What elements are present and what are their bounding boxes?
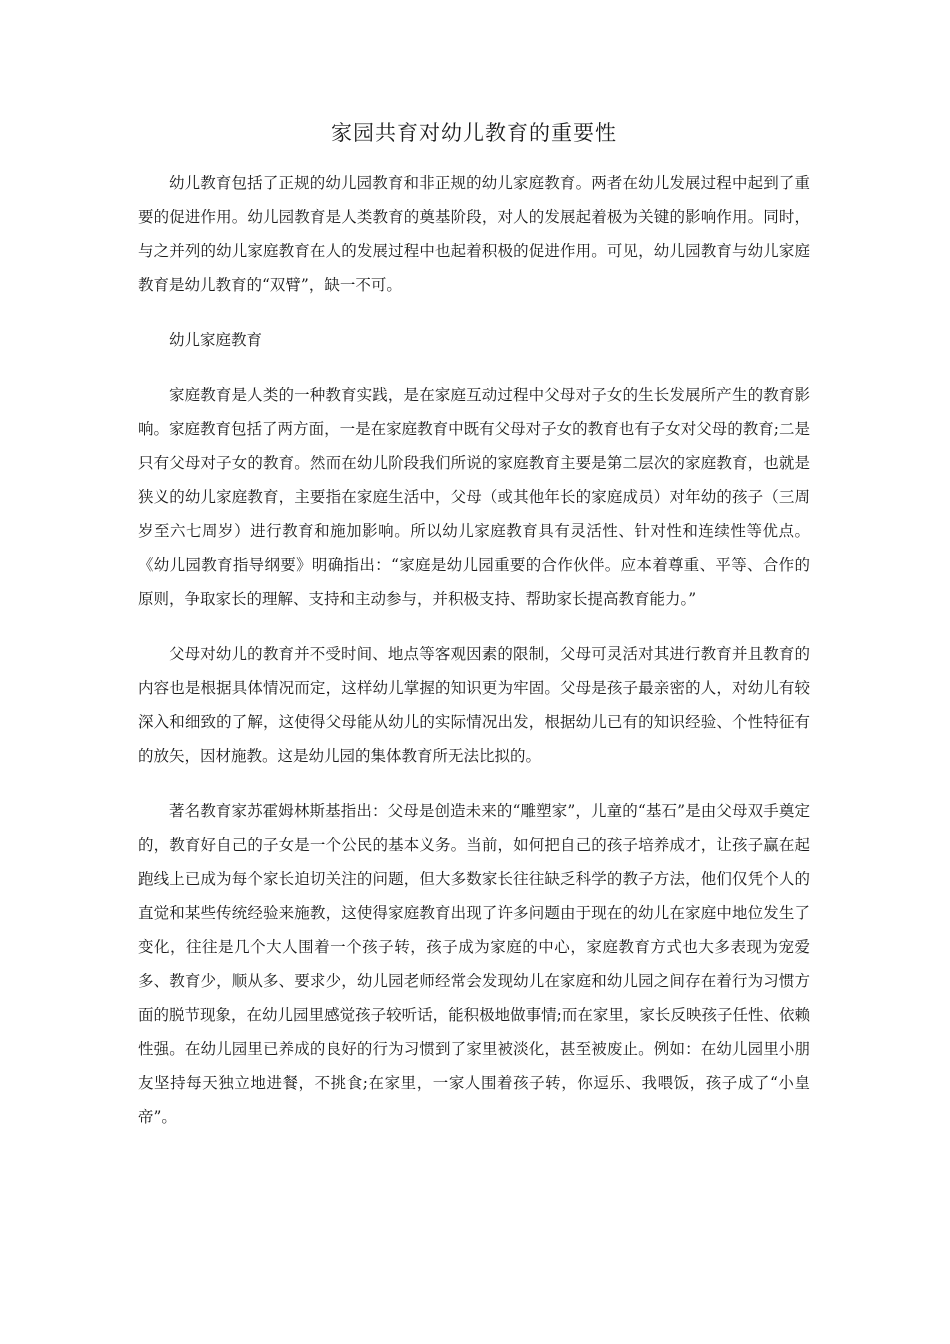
document-page xyxy=(138,118,810,1155)
document-title: 家园共育对幼儿教育的重要性 xyxy=(331,121,617,145)
intro-paragraph: 幼儿教育包括了正规的幼儿园教育和非正规的幼儿家庭教育。两者在幼儿发展过程中起到了重要的促进作用。幼儿园教育是人类教育的奠基阶段，对人的发展起着极为关键的影响作用。同时，与之并列的幼儿家庭教育在人的发展过程中也起着积极的促进作用。可见，幼儿园教育与幼儿家庭教育是幼儿教育的“双臂”，缺一不可。 xyxy=(138,174,810,294)
body-paragraph: 著名教育家苏霍姆林斯基指出：父母是创造未来的“雕塑家”，儿童的“基石”是由父母双手奠定的，教育好自己的子女是一个公民的基本义务。当前，如何把自己的孩子培养成才，让孩子赢在起跑线上已成为每个家长迫切关注的问题，但大多数家长往往缺乏科学的教子方法，他们仅凭个人的直觉和某些传统经验来施教，这使得家庭教育出现了许多问题由于现在的幼儿在家庭中地位发生了变化，往往是几个大人围着一个孩子转，孩子成为家庭的中心，家庭教育方式也大多表现为宠爱多、教育少，顺从多、要求少，幼儿园老师经常会发现幼儿在家庭和幼儿园之间存在着行为习惯方面的脱节现象，在幼儿园里感觉孩子较听话，能积极地做事情;而在家里，家长反映孩子任性、依赖性强。在幼儿园里已养成的良好的行为习惯到了家里被淡化，甚至被废止。例如：在幼儿园里小朋友坚持每天独立地进餐，不挑食;在家里，一家人围着孩子转，你逗乐、我喂饭，孩子成了“小皇帝”。 xyxy=(138,802,810,1126)
body-paragraph: 父母对幼儿的教育并不受时间、地点等客观因素的限制，父母可灵活对其进行教育并且教育的内容也是根据具体情况而定，这样幼儿掌握的知识更为牢固。父母是孩子最亲密的人，对幼儿有较深入和细致的了解，这使得父母能从幼儿的实际情况出发，根据幼儿已有的知识经验、个性特征有的放矢，因材施教。这是幼儿园的集体教育所无法比拟的。 xyxy=(138,645,810,765)
section-heading: 幼儿家庭教育 xyxy=(169,331,263,349)
body-paragraph: 家庭教育是人类的一种教育实践，是在家庭互动过程中父母对子女的生长发展所产生的教育影响。家庭教育包括了两方面，一是在家庭教育中既有父母对子女的教育也有子女对父母的教育;二是只有父母对子女的教育。然而在幼儿阶段我们所说的家庭教育主要是第二层次的家庭教育，也就是狭义的幼儿家庭教育，主要指在家庭生活中，父母（或其他年长的家庭成员）对年幼的孩子（三周岁至六七周岁）进行教育和施加影响。所以幼儿家庭教育具有灵活性、针对性和连续性等优点。《幼儿园教育指导纲要》明确指出：“家庭是幼儿园重要的合作伙伴。应本着尊重、平等、合作的原则，争取家长的理解、支持和主动参与，并积极支持、帮助家长提高教育能力。” xyxy=(138,386,810,608)
